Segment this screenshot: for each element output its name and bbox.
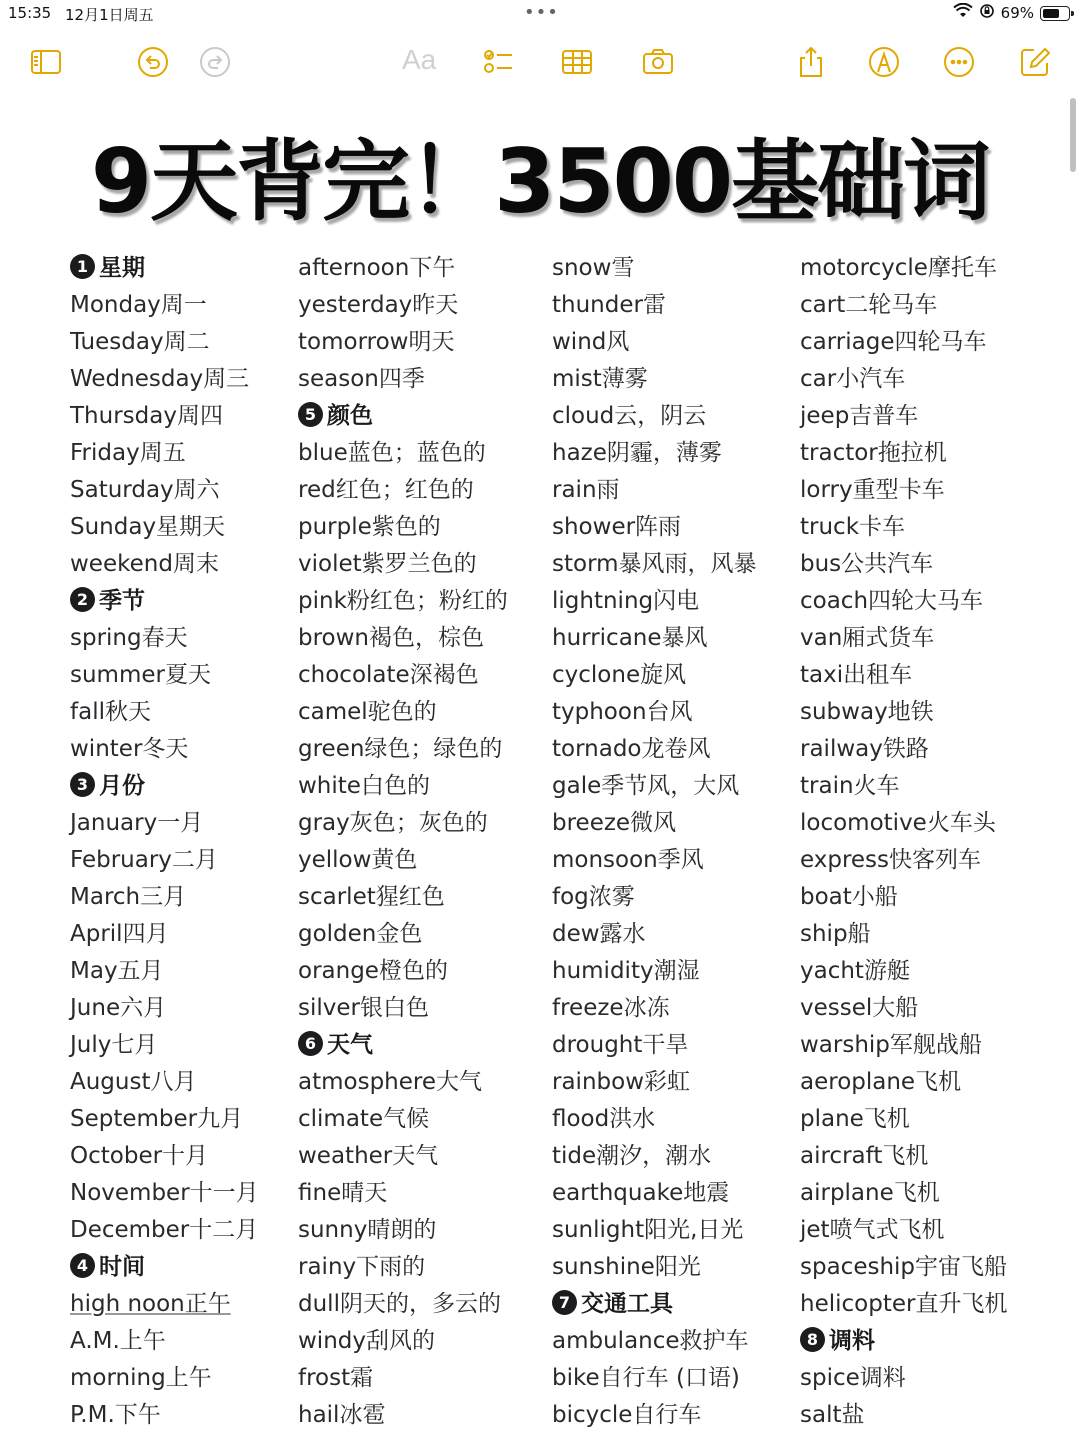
vocab-text: Thursday周四	[70, 403, 223, 429]
vocab-entry	[298, 546, 548, 583]
vocab-text: dew露水	[552, 921, 646, 947]
vocab-text: April四月	[70, 921, 169, 947]
vocab-text: weekend周末	[70, 551, 219, 577]
vocab-text: snow雪	[552, 255, 635, 281]
vocab-entry	[800, 990, 1050, 1027]
vocab-entry	[298, 1064, 548, 1101]
vocab-entry	[70, 509, 320, 546]
vocab-entry	[800, 620, 1050, 657]
vocab-text: silver银白色	[298, 995, 429, 1021]
vocab-text: gray灰色；灰色的	[298, 810, 488, 836]
vocab-text: camel驼色的	[298, 699, 437, 725]
vocab-entry	[70, 1138, 320, 1175]
vocab-entry	[70, 361, 320, 398]
vocab-text: dull阴天的，多云的	[298, 1291, 501, 1317]
vocab-text: Saturday周六	[70, 477, 220, 503]
vocab-entry	[70, 842, 320, 879]
vocab-entry	[552, 731, 802, 768]
vocab-text: tractor拖拉机	[800, 440, 947, 466]
vocab-entry	[70, 1323, 320, 1360]
vocab-text: salt盐	[800, 1402, 865, 1428]
vocab-entry	[552, 1064, 802, 1101]
table-icon[interactable]	[557, 42, 597, 82]
vocab-entry	[800, 287, 1050, 324]
vocab-text: bus公共汽车	[800, 551, 934, 577]
vocab-text: cyclone旋风	[552, 662, 687, 688]
vocab-text: train火车	[800, 773, 900, 799]
vocab-text: winter冬天	[70, 736, 189, 762]
vocab-entry	[298, 324, 548, 361]
vocab-entry	[70, 1175, 320, 1212]
vocab-text: wind风	[552, 329, 630, 355]
section-title: 颜色	[327, 403, 373, 429]
vocab-text: truck卡车	[800, 514, 906, 540]
vocab-text: P.M.下午	[70, 1402, 161, 1428]
vocab-text: warship军舰战船	[800, 1032, 982, 1058]
section-heading	[70, 583, 320, 620]
vocab-entry	[70, 953, 320, 990]
section-title: 交通工具	[581, 1291, 673, 1317]
vocab-text: humidity潮湿	[552, 958, 700, 984]
vocab-text: fall秋天	[70, 699, 151, 725]
undo-icon[interactable]	[133, 42, 173, 82]
vocab-text: January一月	[70, 810, 204, 836]
vocab-entry	[298, 1286, 548, 1323]
vocab-entry	[552, 472, 802, 509]
vocab-text: fog浓雾	[552, 884, 635, 910]
vocab-text: airplane飞机	[800, 1180, 940, 1206]
vocab-text: rainbow彩虹	[552, 1069, 690, 1095]
status-bar	[0, 0, 1080, 28]
vocab-entry	[800, 1101, 1050, 1138]
vocab-text: golden金色	[298, 921, 423, 947]
markup-icon[interactable]	[864, 42, 904, 82]
vocab-text: Friday周五	[70, 440, 186, 466]
vocab-text: hail冰雹	[298, 1402, 386, 1428]
vocab-text: atmosphere大气	[298, 1069, 482, 1095]
vocab-entry	[70, 805, 320, 842]
vocab-entry	[552, 990, 802, 1027]
vocab-entry	[298, 250, 548, 287]
vocab-entry	[298, 583, 548, 620]
vocab-entry	[552, 1249, 802, 1286]
vocab-entry	[800, 657, 1050, 694]
vocab-entry	[298, 953, 548, 990]
vocab-entry	[70, 694, 320, 731]
vocab-text: spring春天	[70, 625, 188, 651]
vocab-entry	[298, 916, 548, 953]
toolbar	[0, 34, 1080, 90]
vocab-entry	[800, 1212, 1050, 1249]
vocab-text: tornado龙卷风	[552, 736, 711, 762]
vocab-text: carriage四轮马车	[800, 329, 987, 355]
vocab-entry	[552, 398, 802, 435]
section-title: 天气	[327, 1032, 373, 1058]
vocab-text: July七月	[70, 1032, 158, 1058]
vocab-text: scarlet猩红色	[298, 884, 445, 910]
vocab-text: jeep吉普车	[800, 403, 919, 429]
vocab-entry	[552, 1397, 802, 1434]
vocab-entry	[800, 1397, 1050, 1434]
vocab-text: afternoon下午	[298, 255, 456, 281]
section-heading	[800, 1323, 1050, 1360]
section-number-badge: 5	[298, 402, 323, 427]
vocab-text: ship船	[800, 921, 871, 947]
vocab-text: storm暴风雨，风暴	[552, 551, 757, 577]
vocab-entry	[552, 509, 802, 546]
vocab-entry	[552, 1323, 802, 1360]
vocab-text: jet喷气式飞机	[800, 1217, 945, 1243]
vocab-text: blue蓝色；蓝色的	[298, 440, 486, 466]
vocab-entry	[70, 731, 320, 768]
vocab-text: thunder雷	[552, 292, 666, 318]
vocab-entry	[800, 324, 1050, 361]
vocab-entry	[70, 435, 320, 472]
vocab-entry	[800, 694, 1050, 731]
vocab-text: frost霜	[298, 1365, 374, 1391]
vocab-text: typhoon台风	[552, 699, 693, 725]
vocab-text: locomotive火车头	[800, 810, 996, 836]
vocab-text: A.M.上午	[70, 1328, 166, 1354]
battery-percent: 69%	[1000, 4, 1034, 22]
section-number-badge: 7	[552, 1290, 577, 1315]
vocab-text: climate气候	[298, 1106, 430, 1132]
vocab-entry	[552, 842, 802, 879]
vocab-text: bicycle自行车	[552, 1402, 702, 1428]
vocab-entry	[70, 287, 320, 324]
vocab-entry	[298, 1101, 548, 1138]
vocab-text: rain雨	[552, 477, 620, 503]
word-column-3	[552, 250, 802, 1434]
vocab-text: rainy下雨的	[298, 1254, 426, 1280]
vocab-entry	[298, 768, 548, 805]
section-heading	[298, 1027, 548, 1064]
note-title: 9天背完！3500基础词	[90, 130, 990, 233]
vocab-entry	[552, 694, 802, 731]
vocab-entry	[800, 361, 1050, 398]
vocab-entry	[552, 768, 802, 805]
vocab-entry	[298, 657, 548, 694]
vocab-entry	[552, 1212, 802, 1249]
vocab-entry	[800, 1175, 1050, 1212]
vocab-entry	[552, 657, 802, 694]
vocab-entry	[298, 472, 548, 509]
vocab-entry	[298, 1397, 548, 1434]
vocab-text: monsoon季风	[552, 847, 704, 873]
vocab-entry	[552, 250, 802, 287]
section-number-badge: 3	[70, 772, 95, 797]
vocab-text: vessel大船	[800, 995, 919, 1021]
vocab-text: tide潮汐，潮水	[552, 1143, 712, 1169]
vocab-text: Monday周一	[70, 292, 207, 318]
vocab-text: orange橙色的	[298, 958, 448, 984]
sidebar-icon[interactable]	[26, 42, 66, 82]
checklist-icon[interactable]	[478, 42, 518, 82]
section-heading	[298, 398, 548, 435]
vocab-text: green绿色；绿色的	[298, 736, 503, 762]
vocab-entry	[298, 842, 548, 879]
vocab-text: red红色；红色的	[298, 477, 474, 503]
vocab-entry	[800, 916, 1050, 953]
vocab-entry	[552, 583, 802, 620]
vocab-entry	[800, 1286, 1050, 1323]
vocab-text: cloud云，阴云	[552, 403, 707, 429]
vocab-text: September九月	[70, 1106, 244, 1132]
vocab-entry	[552, 953, 802, 990]
vocab-text: March三月	[70, 884, 187, 910]
vocab-text: fine晴天	[298, 1180, 388, 1206]
section-title: 季节	[99, 588, 145, 614]
status-right	[953, 3, 1070, 23]
vocab-text: freeze冰冻	[552, 995, 670, 1021]
vocab-entry	[298, 1323, 548, 1360]
vocab-text: violet紫罗兰色的	[298, 551, 477, 577]
vocab-text: windy刮风的	[298, 1328, 435, 1354]
vocab-entry	[70, 990, 320, 1027]
vocab-text: August八月	[70, 1069, 197, 1095]
vocab-entry	[298, 879, 548, 916]
vocab-text: weather天气	[298, 1143, 439, 1169]
section-heading	[70, 250, 320, 287]
vocab-text: pink粉红色；粉红的	[298, 588, 508, 614]
vocab-text: yacht游艇	[800, 958, 910, 984]
vocab-entry	[552, 1101, 802, 1138]
section-number-badge: 6	[298, 1031, 323, 1056]
vocab-entry	[800, 768, 1050, 805]
vocab-entry	[800, 583, 1050, 620]
vocab-entry	[298, 731, 548, 768]
vocab-entry	[298, 435, 548, 472]
vocab-text: van厢式货车	[800, 625, 935, 651]
vocab-entry	[800, 435, 1050, 472]
vocab-text: car小汽车	[800, 366, 906, 392]
vocab-text: morning上午	[70, 1365, 212, 1391]
vocab-text: summer夏天	[70, 662, 211, 688]
vocab-text: brown褐色，棕色	[298, 625, 485, 651]
vocab-text: Wednesday周三	[70, 366, 250, 392]
vocab-text: subway地铁	[800, 699, 934, 725]
vocab-text: Sunday星期天	[70, 514, 226, 540]
vocab-text: February二月	[70, 847, 218, 873]
vocab-text: ambulance救护车	[552, 1328, 749, 1354]
section-title: 月份	[99, 773, 145, 799]
vocab-text: gale季节风，大风	[552, 773, 740, 799]
vocab-text: aeroplane飞机	[800, 1069, 962, 1095]
vocab-entry	[70, 1101, 320, 1138]
vocab-entry	[552, 620, 802, 657]
section-heading	[70, 768, 320, 805]
vocab-text: yellow黄色	[298, 847, 418, 873]
vocab-entry	[70, 657, 320, 694]
word-column-4	[800, 250, 1050, 1434]
compose-icon[interactable]	[1015, 42, 1055, 82]
vocab-entry	[552, 361, 802, 398]
section-heading	[70, 1249, 320, 1286]
vocab-entry	[298, 1360, 548, 1397]
vocab-entry	[800, 879, 1050, 916]
vocab-entry	[298, 1175, 548, 1212]
vocab-entry	[552, 1027, 802, 1064]
vocab-text: Tuesday周二	[70, 329, 210, 355]
vocab-entry	[298, 805, 548, 842]
vocab-entry	[298, 990, 548, 1027]
vocab-text: lightning闪电	[552, 588, 700, 614]
vocab-entry	[70, 324, 320, 361]
vocab-entry	[70, 546, 320, 583]
vocab-entry	[552, 287, 802, 324]
vocab-entry	[552, 1138, 802, 1175]
vocab-entry	[298, 1249, 548, 1286]
camera-icon[interactable]	[638, 42, 678, 82]
battery-icon	[1040, 6, 1070, 21]
vocab-text: sunshine阳光	[552, 1254, 701, 1280]
vocab-entry	[800, 731, 1050, 768]
section-heading	[552, 1286, 802, 1323]
word-column-2	[298, 250, 548, 1434]
vocab-entry	[70, 1360, 320, 1397]
vocab-entry	[552, 324, 802, 361]
vocab-text: haze阴霾，薄雾	[552, 440, 722, 466]
vocab-text: high noon正午	[70, 1291, 231, 1317]
vocab-entry	[70, 472, 320, 509]
vocab-entry	[70, 879, 320, 916]
vocab-text: season四季	[298, 366, 425, 392]
vocab-entry	[800, 1249, 1050, 1286]
vocab-text: helicopter直升飞机	[800, 1291, 1008, 1317]
vocab-text: boat小船	[800, 884, 898, 910]
vocab-text: breeze微风	[552, 810, 677, 836]
vocab-entry	[800, 509, 1050, 546]
vocab-text: November十一月	[70, 1180, 259, 1206]
vocab-entry	[70, 1064, 320, 1101]
vocab-text: motorcycle摩托车	[800, 255, 997, 281]
vocab-entry	[70, 1286, 320, 1323]
vocab-text: plane飞机	[800, 1106, 910, 1132]
vocab-entry	[298, 509, 548, 546]
vocab-text: taxi出租车	[800, 662, 913, 688]
vocab-entry	[552, 1360, 802, 1397]
section-number-badge: 2	[70, 587, 95, 612]
vocab-entry	[552, 916, 802, 953]
vocab-entry	[800, 842, 1050, 879]
vocab-entry	[298, 620, 548, 657]
section-number-badge: 4	[70, 1253, 95, 1278]
redo-icon[interactable]	[195, 42, 235, 82]
vocab-entry	[70, 398, 320, 435]
section-title: 星期	[99, 255, 145, 281]
vocab-text: purple紫色的	[298, 514, 441, 540]
status-date: 12月1日周五	[65, 6, 154, 24]
section-title: 时间	[99, 1254, 145, 1280]
vocab-entry	[552, 435, 802, 472]
vocab-entry	[800, 1064, 1050, 1101]
vocab-text: June六月	[70, 995, 167, 1021]
vocab-entry	[70, 1027, 320, 1064]
multitasking-dots-icon[interactable]: •••	[524, 2, 559, 23]
share-icon[interactable]	[791, 42, 831, 82]
vocab-entry	[552, 546, 802, 583]
vocab-entry	[800, 1360, 1050, 1397]
vocab-text: sunlight阳光,日光	[552, 1217, 744, 1243]
lock-rotation-icon	[979, 3, 995, 23]
vocab-entry	[298, 287, 548, 324]
vocab-entry	[552, 805, 802, 842]
status-time: 15:35	[8, 4, 52, 22]
vocab-text: white白色的	[298, 773, 430, 799]
vocab-text: sunny晴朗的	[298, 1217, 437, 1243]
section-number-badge: 1	[70, 254, 95, 279]
vocab-entry	[70, 1397, 320, 1434]
vocab-text: October十月	[70, 1143, 209, 1169]
section-number-badge: 8	[800, 1327, 825, 1352]
section-title: 调料	[829, 1328, 875, 1354]
vocab-text: December十二月	[70, 1217, 259, 1243]
vocab-entry	[800, 953, 1050, 990]
vocab-text: tomorrow明天	[298, 329, 455, 355]
vocab-text: flood洪水	[552, 1106, 656, 1132]
vocab-entry	[298, 361, 548, 398]
wifi-icon	[953, 3, 973, 23]
vocab-text: earthquake地震	[552, 1180, 730, 1206]
vocab-entry	[800, 805, 1050, 842]
vocab-text: hurricane暴风	[552, 625, 708, 651]
vocab-entry	[800, 250, 1050, 287]
vocab-text: drought干旱	[552, 1032, 689, 1058]
vocab-text: lorry重型卡车	[800, 477, 945, 503]
vocab-entry	[800, 546, 1050, 583]
vocab-entry	[800, 398, 1050, 435]
vocab-entry	[298, 694, 548, 731]
vocab-entry	[800, 1138, 1050, 1175]
vocab-text: spice调料	[800, 1365, 906, 1391]
word-column-1	[70, 250, 320, 1434]
vocab-text: chocolate深褐色	[298, 662, 479, 688]
more-icon[interactable]	[939, 42, 979, 82]
vocab-text: bike自行车 (口语)	[552, 1365, 740, 1391]
vocab-text: shower阵雨	[552, 514, 682, 540]
vocab-entry	[70, 620, 320, 657]
vocab-entry	[552, 1175, 802, 1212]
vocab-entry	[70, 1212, 320, 1249]
vocab-entry	[298, 1138, 548, 1175]
format-text-button[interactable]: Aa	[402, 44, 437, 75]
vocab-entry	[800, 1027, 1050, 1064]
vocab-text: coach四轮大马车	[800, 588, 984, 614]
vocab-text: express快客列车	[800, 847, 982, 873]
vocab-entry	[70, 916, 320, 953]
vocab-entry	[552, 879, 802, 916]
vocab-text: spaceship宇宙飞船	[800, 1254, 1008, 1280]
vocab-text: railway铁路	[800, 736, 929, 762]
vocab-entry	[298, 1212, 548, 1249]
vocab-text: yesterday昨天	[298, 292, 459, 318]
vocab-text: mist薄雾	[552, 366, 648, 392]
vocab-text: aircraft飞机	[800, 1143, 929, 1169]
vocab-text: May五月	[70, 958, 164, 984]
vocab-entry	[800, 472, 1050, 509]
vocab-text: cart二轮马车	[800, 292, 938, 318]
